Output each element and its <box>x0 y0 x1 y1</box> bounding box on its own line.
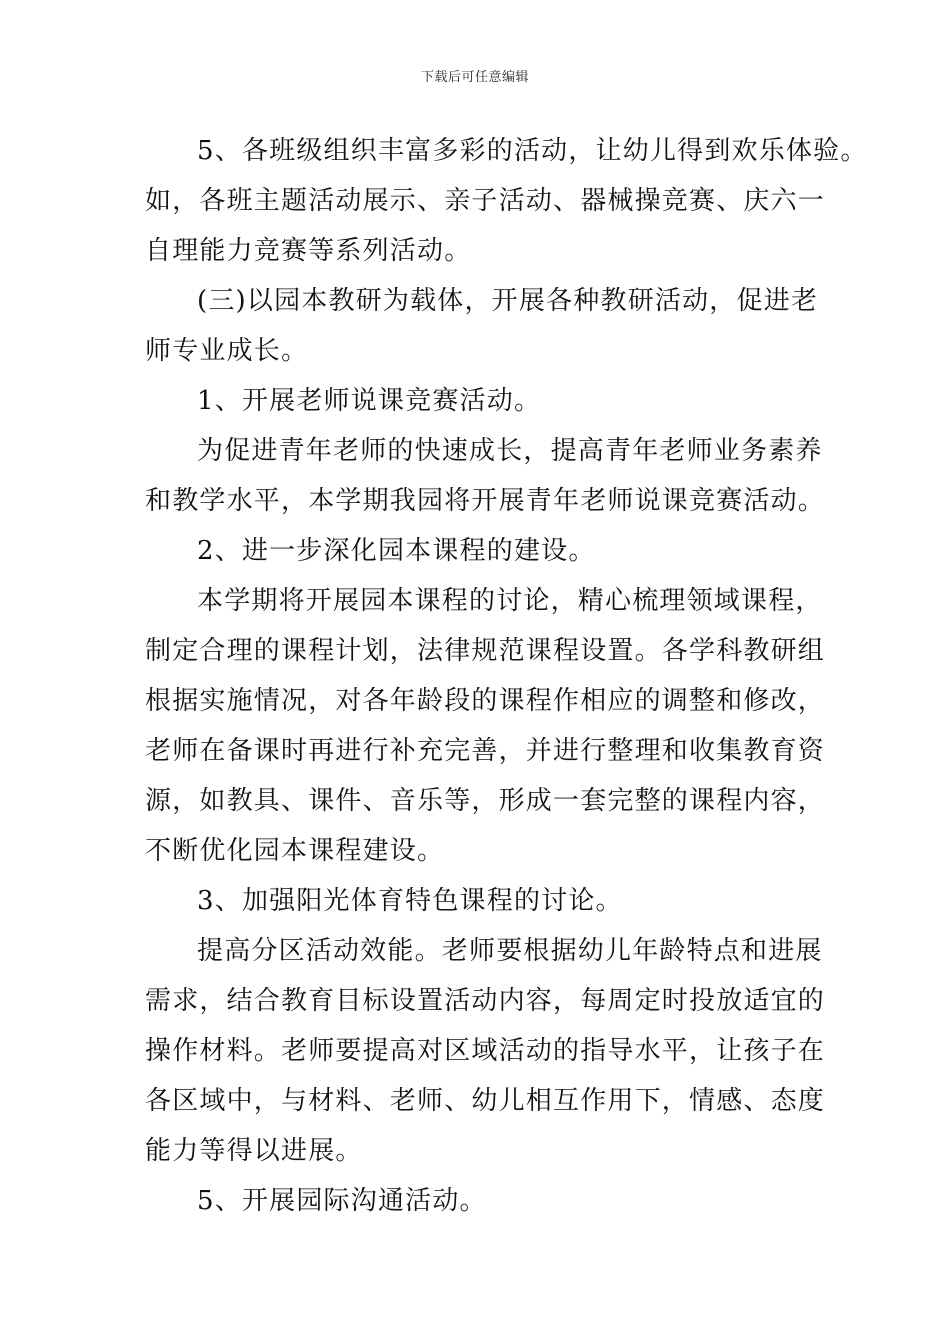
text-line: 师专业成长。 <box>145 336 309 366</box>
text-line: 制定合理的课程计划，法律规范课程设置。各学科教研组 <box>145 636 826 666</box>
text-line: 1、开展老师说课竞赛活动。 <box>197 386 542 416</box>
text-line: 5、各班级组织丰富多彩的活动，让幼儿得到欢乐体验。 <box>197 136 868 166</box>
text-line: 为促进青年老师的快速成长，提高青年老师业务素养 <box>197 436 823 466</box>
text-line: 操作材料。老师要提高对区域活动的指导水平，让孩子在 <box>145 1036 826 1066</box>
text-line: 提高分区活动效能。老师要根据幼儿年龄特点和进展 <box>197 936 823 966</box>
text-line: 源，如教具、课件、音乐等，形成一套完整的课程内容， <box>145 786 826 816</box>
text-line: 不断优化园本课程建设。 <box>145 836 445 866</box>
text-line: 自理能力竞赛等系列活动。 <box>145 236 472 266</box>
text-line: 需求，结合教育目标设置活动内容，每周定时投放适宜的 <box>145 986 826 1016</box>
text-line: 3、加强阳光体育特色课程的讨论。 <box>197 886 623 916</box>
text-line: (三)以园本教研为载体，开展各种教研活动，促进老 <box>197 286 819 316</box>
text-line: 2、进一步深化园本课程的建设。 <box>197 536 596 566</box>
text-line: 老师在备课时再进行补充完善，并进行整理和收集教育资 <box>145 736 826 766</box>
text-line: 各区域中，与材料、老师、幼儿相互作用下，情感、态度 <box>145 1086 826 1116</box>
text-line: 如，各班主题活动展示、亲子活动、器械操竞赛、庆六一 <box>145 186 826 216</box>
page-header: 下载后可任意编辑 <box>420 70 529 85</box>
text-line: 5、开展园际沟通活动。 <box>197 1186 487 1216</box>
text-line: 根据实施情况，对各年龄段的课程作相应的调整和修改， <box>145 686 826 716</box>
text-line: 能力等得以进展。 <box>145 1136 363 1166</box>
text-line: 本学期将开展园本课程的讨论，精心梳理领域课程， <box>197 586 823 616</box>
text-line: 和教学水平，本学期我园将开展青年老师说课竞赛活动。 <box>145 486 826 516</box>
document-body <box>145 126 868 1226</box>
